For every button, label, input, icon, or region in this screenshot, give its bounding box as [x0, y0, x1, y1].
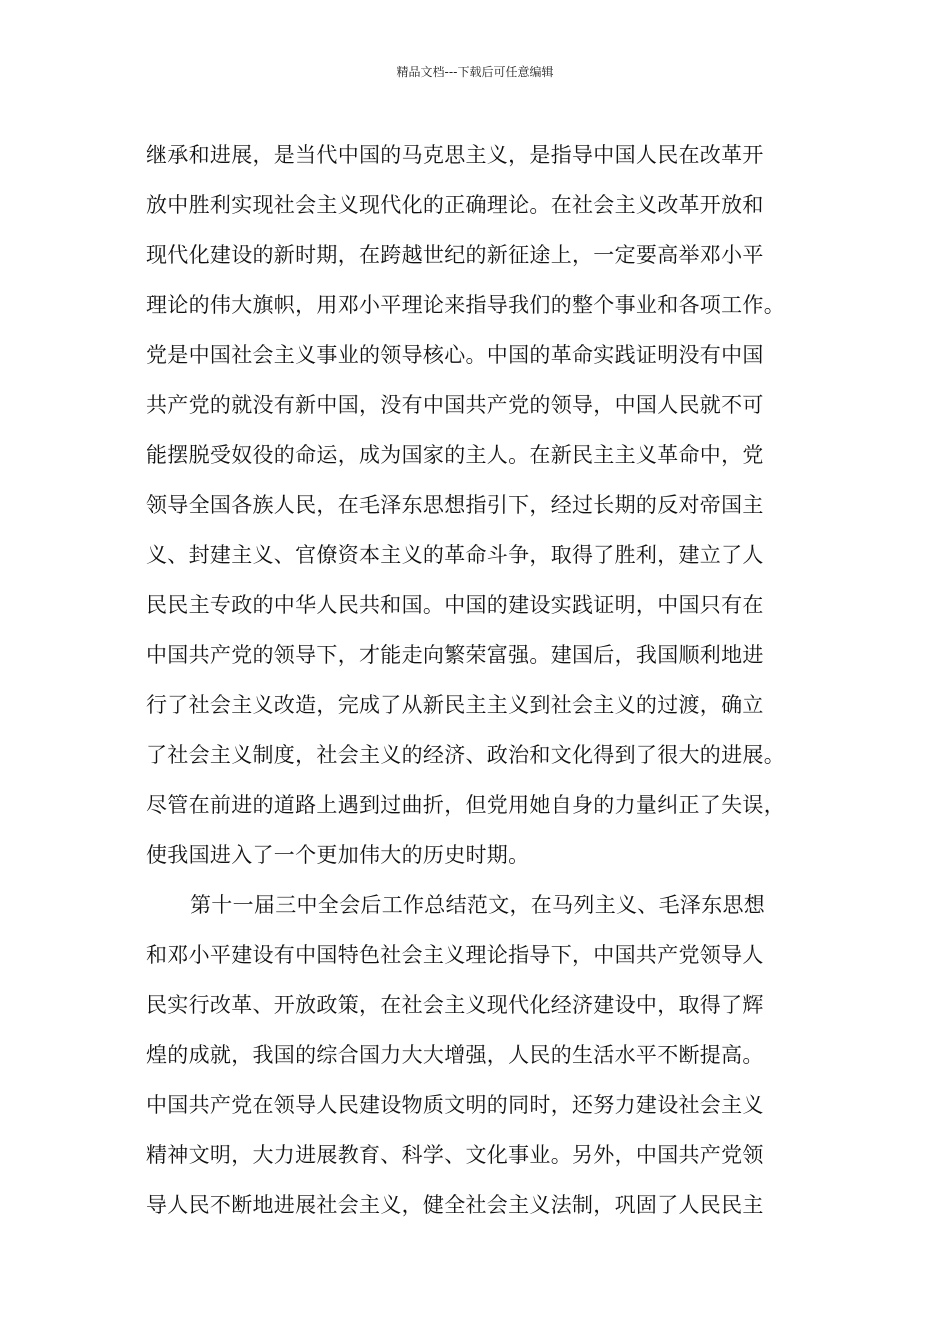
text-line: 和邓小平建设有中国特色社会主义理论指导下，中国共产党领导人: [146, 943, 764, 967]
text-line: 导人民不断地进展社会主义，健全社会主义法制，巩固了人民民主: [146, 1193, 764, 1217]
text-line: 民实行改革、开放政策，在社会主义现代化经济建设中，取得了辉: [146, 993, 764, 1017]
text-line: 民民主专政的中华人民共和国。中国的建设实践证明，中国只有在: [146, 593, 764, 617]
page-header: 精品文档---下载后可任意编辑: [396, 65, 554, 79]
text-line: 共产党的就没有新中国，没有中国共产党的领导，中国人民就不可: [146, 393, 764, 417]
text-line: 煌的成就，我国的综合国力大大增强，人民的生活水平不断提高。: [146, 1043, 764, 1067]
body-text: [146, 130, 818, 1230]
paragraph-start-line: 第十一届三中全会后工作总结范文，在马列主义、毛泽东思想: [190, 893, 766, 917]
text-line: 党是中国社会主义事业的领导核心。中国的革命实践证明没有中国: [146, 343, 764, 367]
text-line: 领导全国各族人民，在毛泽东思想指引下，经过长期的反对帝国主: [146, 493, 764, 517]
text-line: 精神文明，大力进展教育、科学、文化事业。另外，中国共产党领: [146, 1143, 764, 1167]
text-line: 继承和进展，是当代中国的马克思主义，是指导中国人民在改革开: [146, 143, 764, 167]
text-line: 了社会主义制度，社会主义的经济、政治和文化得到了很大的进展。: [146, 743, 785, 767]
text-line: 放中胜利实现社会主义现代化的正确理论。在社会主义改革开放和: [146, 193, 764, 217]
text-line: 中国共产党的领导下，才能走向繁荣富强。建国后，我国顺利地进: [146, 643, 764, 667]
text-line: 中国共产党在领导人民建设物质文明的同时，还努力建设社会主义: [146, 1093, 764, 1117]
text-line: 能摆脱受奴役的命运，成为国家的主人。在新民主主义革命中，党: [146, 443, 764, 467]
text-line: 理论的伟大旗帜，用邓小平理论来指导我们的整个事业和各项工作。: [146, 293, 785, 317]
text-line: 行了社会主义改造，完成了从新民主主义到社会主义的过渡，确立: [146, 693, 764, 717]
text-line: 现代化建设的新时期，在跨越世纪的新征途上，一定要高举邓小平: [146, 243, 764, 267]
text-line: 义、封建主义、官僚资本主义的革命斗争，取得了胜利，建立了人: [146, 543, 764, 567]
text-line: 使我国进入了一个更加伟大的历史时期。: [146, 843, 530, 867]
text-line: 尽管在前进的道路上遇到过曲折，但党用她自身的力量纠正了失误，: [146, 793, 785, 817]
